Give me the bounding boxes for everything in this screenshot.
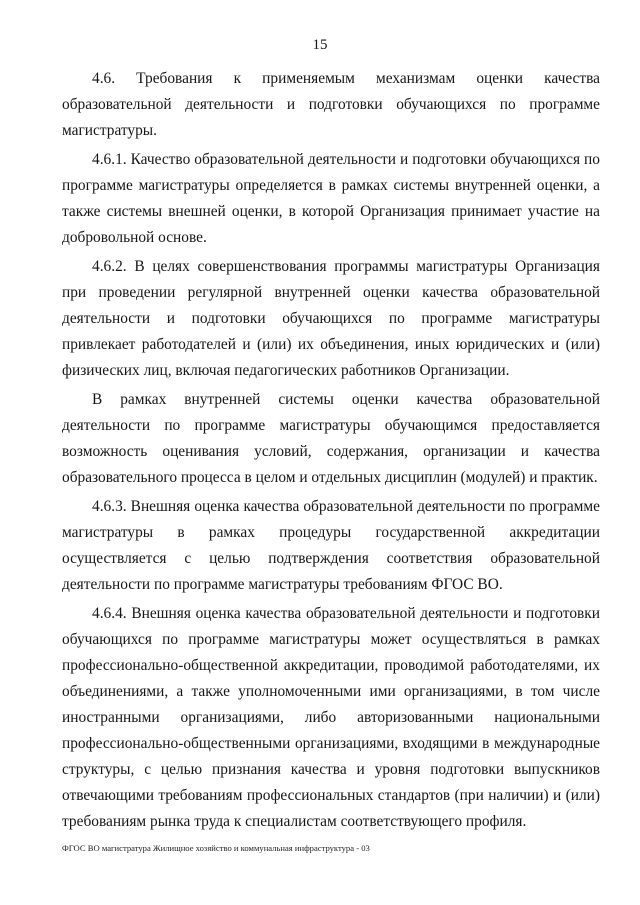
paragraph-4-6-2: 4.6.2. В целях совершенствования программы магистратуры Организация при проведении регулярной внутренней оценки качества образовательной деятельности и подготовки обучающихся по программе магистратуры привлекает работодателей и (или) их объединения, иных юридических и (или) физических лиц, включая педагогических работников Организации.	[62, 258, 600, 379]
page-footer: ФГОС ВО магистратура Жилищное хозяйство и коммунальная инфраструктура - 03	[62, 843, 370, 853]
paragraph-4-6-4: 4.6.4. Внешняя оценка качества образовательной деятельности и подготовки обучающихся по программе магистратуры может осуществляться в рамках профессионально-общественной аккредитации, проводимой работодателями, их объединениями, а также уполномоченными ими организациями, в том числе иностранными организациями, либо авторизованными национальными профессионально-общественными организациями, входящими в международные структуры, с целью признания качества и уровня подготовки выпускников отвечающими требованиям профессиональных стандартов (при наличии) и (или) требованиям рынка труда к специалистам соответствующего профиля.	[62, 605, 600, 830]
paragraph-4-6-3: 4.6.3. Внешняя оценка качества образовательной деятельности по программе магистратуры в рамках процедуры государственной аккредитации осуществляется с целью подтверждения соответствия образовательной деятельности по программе магистратуры требованиям ФГОС ВО.	[62, 498, 600, 593]
document-body	[62, 66, 600, 835]
paragraph-4-6-1: 4.6.1. Качество образовательной деятельности и подготовки обучающихся по программе магистратуры определяется в рамках системы внутренней оценки, а также системы внешней оценки, в которой Организация принимает участие на добровольной основе.	[62, 151, 600, 246]
paragraph-4-6: 4.6. Требования к применяемым механизмам оценки качества образовательной деятельности и подготовки обучающихся по программе магистратуры.	[62, 70, 600, 139]
paragraph-internal-assessment: В рамках внутренней системы оценки качества образовательной деятельности по программе магистратуры обучающимся предоставляется возможность оценивания условий, содержания, организации и качества образовательного процесса в целом и отдельных дисциплин (модулей) и практик.	[62, 391, 600, 486]
page-number: 15	[312, 37, 328, 53]
